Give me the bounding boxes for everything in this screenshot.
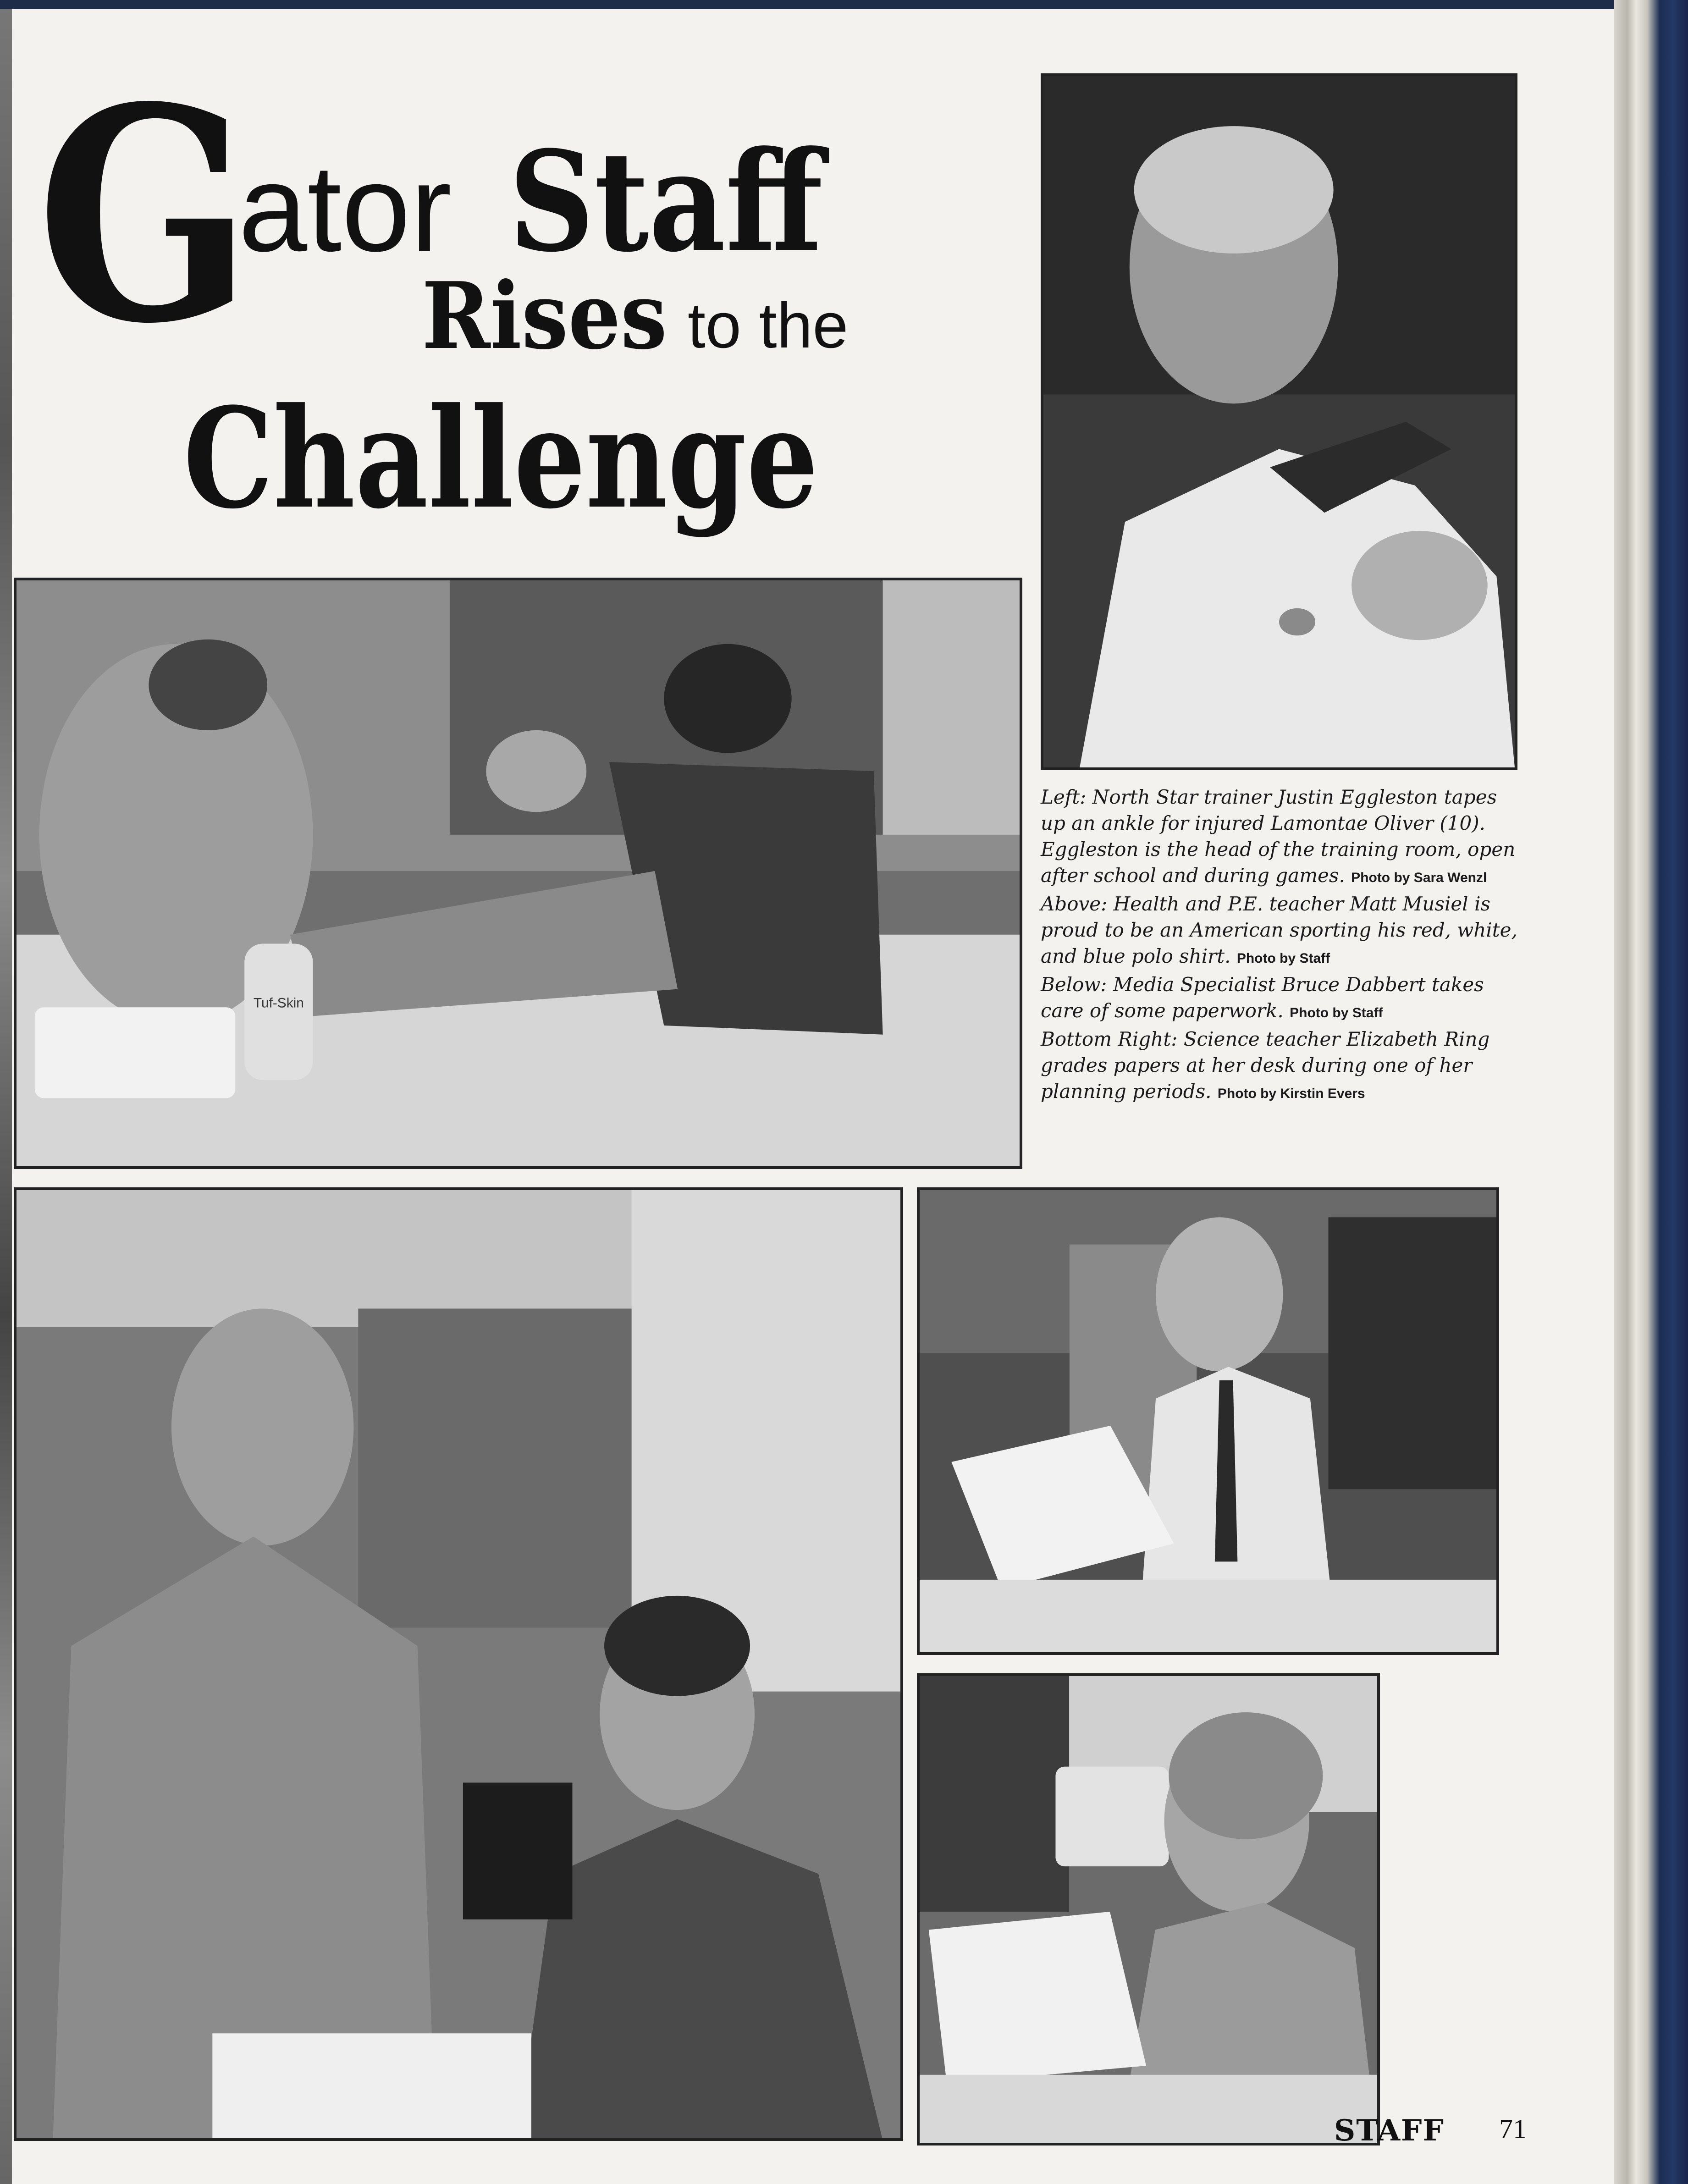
photo-credit: Photo by Kirstin Evers: [1217, 1086, 1365, 1101]
photo-teacher-pointing-image: [1043, 76, 1515, 767]
photo-training-room-image: [17, 580, 1020, 1166]
photo-science-teacher: [917, 1673, 1380, 2145]
caption-block: [1041, 784, 1517, 1107]
photo-teacher-and-student: [14, 1187, 903, 2141]
facing-page-edge: [0, 9, 12, 2184]
title-word-rises: Rises: [422, 262, 667, 370]
title-initial: G: [37, 43, 253, 388]
photo-teacher-pointing: [1041, 73, 1517, 770]
photo-teacher-and-student-image: [17, 1190, 900, 2138]
title-word-staff: Staff: [509, 121, 823, 282]
yearbook-page: [0, 9, 1614, 2184]
photo-science-teacher-image: [920, 1676, 1377, 2143]
spray-can-label: Tuf-Skin: [253, 995, 304, 1011]
photo-credit: Photo by Staff: [1236, 951, 1330, 966]
caption-left: Left: North Star trainer Justin Eggleston tapes up an ankle for injured Lamontae Oliver (10). Eggleston is the head of the training room, open after school and during games. Photo by Sara Wenzl: [1041, 786, 1516, 887]
photo-credit: Photo by Staff: [1290, 1005, 1383, 1020]
title-word-to-the: to the: [688, 289, 849, 361]
caption-below: Below: Media Specialist Bruce Dabbert takes care of some paperwork. Photo by Staff: [1041, 973, 1484, 1022]
page-number: 71: [1499, 2114, 1527, 2144]
photo-media-specialist: [917, 1187, 1499, 1655]
caption-bottom-right: Bottom Right: Science teacher Elizabeth Ring grades papers at her desk during one of her planning periods. Photo by Kirstin Evers: [1041, 1028, 1490, 1103]
book-spine-edge: [1614, 0, 1688, 2184]
photo-media-specialist-image: [920, 1190, 1496, 1652]
title-word-ator: ator: [238, 139, 452, 277]
section-label: STAFF: [1334, 2113, 1445, 2148]
title-word-challenge: Challenge: [183, 377, 818, 539]
photo-credit: Photo by Sara Wenzl: [1351, 870, 1487, 885]
photo-training-room: [14, 578, 1022, 1169]
caption-above: Above: Health and P.E. teacher Matt Musiel is proud to be an American sporting his red, white, and blue polo shirt. Photo by Staff: [1041, 893, 1517, 967]
